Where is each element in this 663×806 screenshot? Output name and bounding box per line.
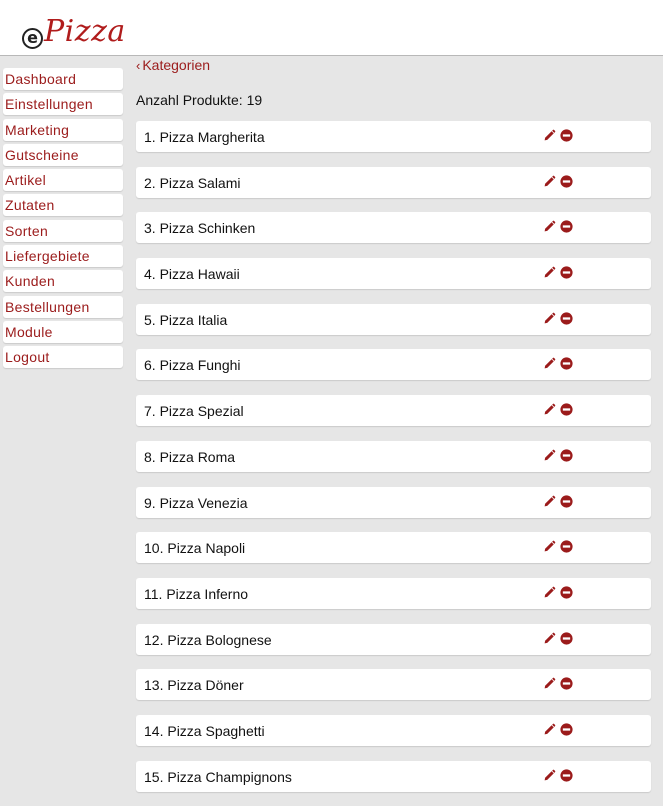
minus-circle-icon[interactable] — [560, 632, 573, 645]
row-actions — [543, 449, 573, 462]
minus-circle-icon[interactable] — [560, 586, 573, 599]
back-link-label: Kategorien — [142, 57, 211, 73]
product-name[interactable]: 2. Pizza Salami — [144, 174, 241, 191]
row-actions — [543, 540, 573, 553]
row-actions — [543, 586, 573, 599]
row-actions — [543, 312, 573, 325]
sidebar-nav — [3, 68, 123, 372]
sidebar-item-dashboard[interactable]: Dashboard — [3, 68, 123, 90]
row-actions — [543, 220, 573, 233]
product-row — [136, 395, 651, 426]
sidebar-item-einstellungen[interactable]: Einstellungen — [3, 93, 123, 115]
row-actions — [543, 266, 573, 279]
sidebar-item-module[interactable]: Module — [3, 321, 123, 343]
chevron-left-icon: ‹ — [136, 58, 141, 73]
minus-circle-icon[interactable] — [560, 357, 573, 370]
back-to-kategorien-link[interactable] — [136, 57, 210, 73]
row-actions — [543, 129, 573, 142]
pencil-icon[interactable] — [543, 129, 556, 142]
product-name[interactable]: 6. Pizza Funghi — [144, 357, 241, 374]
product-name[interactable]: 11. Pizza Inferno — [144, 585, 249, 602]
sidebar-item-sorten[interactable]: Sorten — [3, 220, 123, 242]
product-name[interactable]: 10. Pizza Napoli — [144, 540, 246, 557]
product-row — [136, 761, 651, 792]
product-row — [136, 441, 651, 472]
product-name[interactable]: 15. Pizza Champignons — [144, 768, 292, 785]
pencil-icon[interactable] — [543, 495, 556, 508]
minus-circle-icon[interactable] — [560, 312, 573, 325]
sidebar-item-gutscheine[interactable]: Gutscheine — [3, 144, 123, 166]
minus-circle-icon[interactable] — [560, 677, 573, 690]
row-actions — [543, 632, 573, 645]
pencil-icon[interactable] — [543, 357, 556, 370]
sidebar-item-marketing[interactable]: Marketing — [3, 119, 123, 141]
header — [0, 0, 663, 56]
row-actions — [543, 403, 573, 416]
row-actions — [543, 677, 573, 690]
row-actions — [543, 175, 573, 188]
product-name[interactable]: 12. Pizza Bolognese — [144, 631, 272, 648]
sidebar-item-zutaten[interactable]: Zutaten — [3, 194, 123, 216]
logo-text: Pizza — [44, 14, 126, 49]
product-count-value: 19 — [246, 92, 263, 108]
pencil-icon[interactable] — [543, 449, 556, 462]
pencil-icon[interactable] — [543, 403, 556, 416]
product-row — [136, 167, 651, 198]
minus-circle-icon[interactable] — [560, 449, 573, 462]
minus-circle-icon[interactable] — [560, 175, 573, 188]
row-actions — [543, 769, 573, 782]
product-row — [136, 304, 651, 335]
product-row — [136, 121, 651, 152]
row-actions — [543, 723, 573, 736]
minus-circle-icon[interactable] — [560, 495, 573, 508]
minus-circle-icon[interactable] — [560, 723, 573, 736]
pencil-icon[interactable] — [543, 175, 556, 188]
sidebar-item-logout[interactable]: Logout — [3, 346, 123, 368]
logo-e-mark: e — [22, 28, 43, 49]
pencil-icon[interactable] — [543, 312, 556, 325]
product-row — [136, 212, 651, 243]
product-count-label: Anzahl Produkte: — [136, 92, 243, 108]
pencil-icon[interactable] — [543, 586, 556, 599]
pencil-icon[interactable] — [543, 677, 556, 690]
sidebar-item-kunden[interactable]: Kunden — [3, 270, 123, 292]
pencil-icon[interactable] — [543, 266, 556, 279]
minus-circle-icon[interactable] — [560, 769, 573, 782]
product-list — [136, 121, 651, 806]
sidebar-item-liefergebiete[interactable]: Liefergebiete — [3, 245, 123, 267]
product-row — [136, 624, 651, 655]
minus-circle-icon[interactable] — [560, 403, 573, 416]
product-row — [136, 669, 651, 700]
product-name[interactable]: 1. Pizza Margherita — [144, 129, 265, 145]
product-name[interactable]: 5. Pizza Italia — [144, 311, 228, 328]
pencil-icon[interactable] — [543, 769, 556, 782]
minus-circle-icon[interactable] — [560, 220, 573, 233]
minus-circle-icon[interactable] — [560, 266, 573, 279]
sidebar-item-bestellungen[interactable]: Bestellungen — [3, 296, 123, 318]
row-actions — [543, 357, 573, 370]
product-name[interactable]: 3. Pizza Schinken — [144, 220, 256, 237]
product-name[interactable]: 14. Pizza Spaghetti — [144, 722, 265, 739]
product-name[interactable]: 9. Pizza Venezia — [144, 494, 248, 511]
minus-circle-icon[interactable] — [560, 129, 573, 142]
product-row — [136, 487, 651, 518]
product-name[interactable]: 8. Pizza Roma — [144, 448, 236, 465]
product-row — [136, 258, 651, 289]
product-count — [136, 92, 262, 108]
row-actions — [543, 495, 573, 508]
logo[interactable] — [22, 14, 126, 54]
pencil-icon[interactable] — [543, 723, 556, 736]
product-row — [136, 349, 651, 380]
product-name[interactable]: 7. Pizza Spezial — [144, 403, 244, 420]
pencil-icon[interactable] — [543, 632, 556, 645]
minus-circle-icon[interactable] — [560, 540, 573, 553]
product-name[interactable]: 13. Pizza Döner — [144, 677, 244, 694]
pencil-icon[interactable] — [543, 220, 556, 233]
product-name[interactable]: 4. Pizza Hawaii — [144, 266, 240, 283]
product-row — [136, 578, 651, 609]
pencil-icon[interactable] — [543, 540, 556, 553]
product-row — [136, 715, 651, 746]
sidebar-item-artikel[interactable]: Artikel — [3, 169, 123, 191]
product-row — [136, 532, 651, 563]
